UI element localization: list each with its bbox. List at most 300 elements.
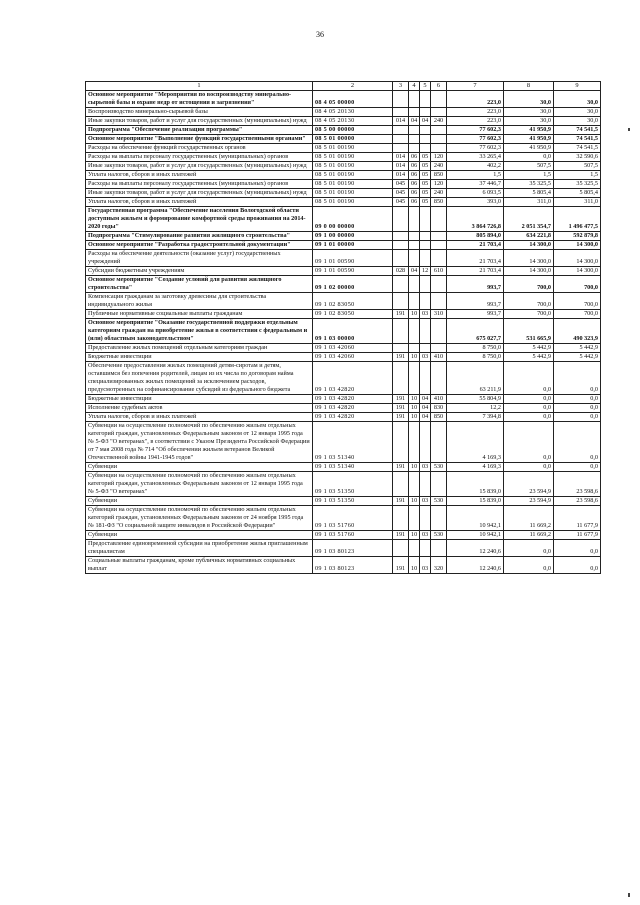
row-vr-cell: 240 [431, 189, 447, 198]
row-pr-cell [420, 422, 431, 463]
row-value-cell: 2 051 354,7 [504, 207, 554, 232]
row-vr-cell [431, 250, 447, 267]
row-code-cell: 09 1 03 51340 [313, 463, 393, 472]
row-pr-cell [420, 319, 431, 344]
row-rz-cell: 10 [409, 413, 420, 422]
row-value-cell: 14 300,0 [504, 241, 554, 250]
row-pr-cell: 03 [420, 463, 431, 472]
row-vr-cell: 240 [431, 117, 447, 126]
row-code-cell: 09 1 03 42060 [313, 344, 393, 353]
row-value-cell: 311,0 [504, 198, 554, 207]
table-row [86, 153, 601, 162]
row-pr-cell [420, 108, 431, 117]
row-code-cell: 08 5 01 00000 [313, 135, 393, 144]
row-code-cell: 09 1 01 00590 [313, 267, 393, 276]
row-code-cell: 08 5 01 00190 [313, 171, 393, 180]
row-pr-cell: 04 [420, 117, 431, 126]
row-pr-cell [420, 232, 431, 241]
row-code-cell: 09 1 02 83050 [313, 293, 393, 310]
row-value-cell: 55 804,9 [447, 395, 504, 404]
row-vr-cell [431, 506, 447, 531]
row-grbs-cell: 191 [393, 463, 409, 472]
table-row [86, 319, 601, 344]
row-name-cell: Бюджетные инвестиции [86, 353, 313, 362]
row-name-cell: Расходы на обеспечение функций государственных органов [86, 144, 313, 153]
row-grbs-cell [393, 232, 409, 241]
row-rz-cell [409, 422, 420, 463]
row-value-cell: 41 950,9 [504, 126, 554, 135]
row-value-cell: 14 300,0 [504, 250, 554, 267]
row-value-cell: 77 602,3 [447, 135, 504, 144]
row-value-cell: 0,0 [554, 557, 601, 574]
row-pr-cell [420, 293, 431, 310]
row-value-cell: 77 602,3 [447, 144, 504, 153]
row-grbs-cell [393, 422, 409, 463]
header-cell: 2 [313, 82, 393, 91]
row-vr-cell [431, 126, 447, 135]
table-row [86, 250, 601, 267]
row-pr-cell: 03 [420, 497, 431, 506]
row-value-cell: 507,5 [554, 162, 601, 171]
row-value-cell: 5 442,9 [504, 344, 554, 353]
row-grbs-cell: 191 [393, 413, 409, 422]
row-rz-cell [409, 108, 420, 117]
row-value-cell: 223,0 [447, 108, 504, 117]
row-name-cell: Расходы на выплаты персоналу государственных (муниципальных) органов [86, 153, 313, 162]
row-grbs-cell: 191 [393, 531, 409, 540]
row-value-cell: 0,0 [504, 413, 554, 422]
row-grbs-cell [393, 241, 409, 250]
row-value-cell: 35 325,5 [504, 180, 554, 189]
row-name-cell: Субвенции на осуществление полномочий по обеспечению жильем отдельных категорий граждан, установленных Федеральным законом от 12 января 1995 года № 5-ФЗ "О ветеранах", в соответствии с Указом Президента Российской Федерации от 7 мая 2008 года № 714 "Об обеспечении жильем ветеранов Великой Отечественной войны 1941-1945 годов" [86, 422, 313, 463]
row-value-cell: 35 325,5 [554, 180, 601, 189]
row-value-cell: 14 300,0 [554, 267, 601, 276]
row-value-cell: 402,2 [447, 162, 504, 171]
table-row [86, 353, 601, 362]
row-name-cell: Подпрограмма "Стимулирование развития жилищного строительства" [86, 232, 313, 241]
row-rz-cell [409, 540, 420, 557]
table-row [86, 171, 601, 180]
row-grbs-cell: 191 [393, 310, 409, 319]
row-grbs-cell [393, 540, 409, 557]
row-value-cell: 0,0 [504, 557, 554, 574]
row-code-cell: 09 1 03 42820 [313, 395, 393, 404]
row-value-cell: 14 300,0 [554, 241, 601, 250]
row-vr-cell: 410 [431, 395, 447, 404]
row-rz-cell: 06 [409, 162, 420, 171]
row-grbs-cell: 014 [393, 171, 409, 180]
row-vr-cell [431, 293, 447, 310]
row-rz-cell [409, 241, 420, 250]
row-vr-cell [431, 276, 447, 293]
row-value-cell: 311,0 [554, 198, 601, 207]
row-pr-cell: 03 [420, 557, 431, 574]
row-value-cell: 0,0 [554, 463, 601, 472]
row-grbs-cell: 028 [393, 267, 409, 276]
row-pr-cell [420, 91, 431, 108]
row-value-cell: 993,7 [447, 293, 504, 310]
row-value-cell: 700,0 [554, 310, 601, 319]
row-vr-cell [431, 91, 447, 108]
row-value-cell: 0,0 [554, 404, 601, 413]
row-code-cell: 08 5 01 00190 [313, 144, 393, 153]
row-rz-cell [409, 126, 420, 135]
row-pr-cell: 03 [420, 310, 431, 319]
row-grbs-cell: 045 [393, 180, 409, 189]
table-row [86, 198, 601, 207]
row-code-cell: 08 5 01 00190 [313, 198, 393, 207]
header-cell: 7 [447, 82, 504, 91]
row-value-cell: 805 894,0 [447, 232, 504, 241]
row-value-cell: 0,0 [504, 404, 554, 413]
row-value-cell: 33 265,4 [447, 153, 504, 162]
row-vr-cell [431, 232, 447, 241]
row-rz-cell [409, 207, 420, 232]
row-code-cell: 08 5 00 00000 [313, 126, 393, 135]
row-rz-cell [409, 91, 420, 108]
table-row [86, 344, 601, 353]
row-grbs-cell: 191 [393, 395, 409, 404]
row-value-cell: 30,0 [554, 117, 601, 126]
table-body [86, 91, 601, 574]
row-grbs-cell [393, 344, 409, 353]
row-pr-cell: 05 [420, 162, 431, 171]
row-name-cell: Предоставление жилых помещений отдельным категориям граждан [86, 344, 313, 353]
header-cell: 4 [409, 82, 420, 91]
row-pr-cell [420, 540, 431, 557]
row-code-cell: 09 1 01 00000 [313, 241, 393, 250]
row-rz-cell: 10 [409, 353, 420, 362]
row-value-cell: 0,0 [554, 395, 601, 404]
row-value-cell: 21 703,4 [447, 267, 504, 276]
row-value-cell: 1 496 477,5 [554, 207, 601, 232]
row-grbs-cell: 191 [393, 353, 409, 362]
row-code-cell: 09 1 03 51760 [313, 531, 393, 540]
row-name-cell: Субвенции на осуществление полномочий по обеспечению жильем отдельных категорий граждан, установленных Федеральным законом от 12 января 1995 года № 5-ФЗ "О ветеранах" [86, 472, 313, 497]
header-cell: 1 [86, 82, 313, 91]
row-value-cell: 3 864 726,8 [447, 207, 504, 232]
row-code-cell: 08 4 05 20130 [313, 117, 393, 126]
row-pr-cell [420, 144, 431, 153]
row-value-cell: 7 394,8 [447, 413, 504, 422]
row-rz-cell: 06 [409, 171, 420, 180]
row-name-cell: Расходы на обеспечение деятельности (оказание услуг) государственных учреждений [86, 250, 313, 267]
row-code-cell: 09 1 02 00000 [313, 276, 393, 293]
row-value-cell: 32 590,6 [554, 153, 601, 162]
row-grbs-cell [393, 144, 409, 153]
header-cell: 6 [431, 82, 447, 91]
row-pr-cell: 05 [420, 198, 431, 207]
row-grbs-cell [393, 506, 409, 531]
row-pr-cell: 05 [420, 171, 431, 180]
row-value-cell: 5 442,9 [554, 353, 601, 362]
row-vr-cell: 530 [431, 463, 447, 472]
row-code-cell: 09 1 03 42820 [313, 413, 393, 422]
row-grbs-cell [393, 362, 409, 395]
row-rz-cell: 10 [409, 395, 420, 404]
row-name-cell: Социальные выплаты гражданам, кроме публичных нормативных социальных выплат [86, 557, 313, 574]
row-pr-cell [420, 472, 431, 497]
row-rz-cell [409, 362, 420, 395]
scan-edge-mark [628, 893, 630, 897]
row-value-cell: 5 805,4 [504, 189, 554, 198]
row-value-cell: 15 839,0 [447, 472, 504, 497]
row-name-cell: Обеспечение предоставления жилых помещений детям-сиротам и детям, оставшимся без попечения родителей, лицам из их числа по договорам найма специализированных жилых помещений за исключением расходов, предусмотренных на софинансирование субсидий из федерального бюджета [86, 362, 313, 395]
table-row [86, 135, 601, 144]
row-pr-cell: 05 [420, 189, 431, 198]
row-code-cell: 09 1 03 51760 [313, 506, 393, 531]
row-rz-cell: 04 [409, 117, 420, 126]
row-pr-cell: 12 [420, 267, 431, 276]
header-row [86, 82, 601, 91]
row-pr-cell [420, 241, 431, 250]
row-value-cell: 37 446,7 [447, 180, 504, 189]
row-value-cell: 4 169,3 [447, 422, 504, 463]
row-rz-cell [409, 144, 420, 153]
row-name-cell: Субвенции [86, 463, 313, 472]
row-value-cell: 700,0 [504, 293, 554, 310]
row-grbs-cell: 014 [393, 153, 409, 162]
row-grbs-cell [393, 135, 409, 144]
row-value-cell: 30,0 [504, 108, 554, 117]
row-pr-cell: 03 [420, 531, 431, 540]
row-code-cell: 09 1 03 42820 [313, 362, 393, 395]
table-row [86, 463, 601, 472]
row-grbs-cell [393, 126, 409, 135]
row-grbs-cell [393, 91, 409, 108]
row-pr-cell [420, 276, 431, 293]
row-value-cell: 11 677,9 [554, 506, 601, 531]
row-pr-cell [420, 362, 431, 395]
row-value-cell: 531 665,9 [504, 319, 554, 344]
row-value-cell: 634 221,8 [504, 232, 554, 241]
row-vr-cell: 850 [431, 171, 447, 180]
row-rz-cell [409, 276, 420, 293]
row-name-cell: Расходы на выплаты персоналу государственных (муниципальных) органов [86, 180, 313, 189]
row-value-cell: 23 594,9 [504, 497, 554, 506]
row-value-cell: 63 211,9 [447, 362, 504, 395]
table-row [86, 413, 601, 422]
row-code-cell: 08 5 01 00190 [313, 180, 393, 189]
row-value-cell: 0,0 [504, 540, 554, 557]
row-name-cell: Уплата налогов, сборов и иных платежей [86, 413, 313, 422]
row-value-cell: 0,0 [554, 422, 601, 463]
row-vr-cell [431, 135, 447, 144]
row-name-cell: Основное мероприятие "Разработка градостроительной документации" [86, 241, 313, 250]
row-code-cell: 09 1 03 80123 [313, 557, 393, 574]
page-number: 36 [316, 30, 324, 39]
row-value-cell: 0,0 [554, 362, 601, 395]
table-row [86, 472, 601, 497]
row-value-cell: 1,5 [554, 171, 601, 180]
row-value-cell: 30,0 [504, 91, 554, 108]
row-grbs-cell: 191 [393, 557, 409, 574]
row-value-cell: 41 950,9 [504, 135, 554, 144]
row-code-cell: 09 1 01 00590 [313, 250, 393, 267]
row-value-cell: 23 598,6 [554, 497, 601, 506]
row-grbs-cell [393, 108, 409, 117]
row-value-cell: 490 323,9 [554, 319, 601, 344]
row-vr-cell [431, 422, 447, 463]
row-value-cell: 4 169,3 [447, 463, 504, 472]
row-grbs-cell: 045 [393, 198, 409, 207]
row-value-cell: 700,0 [554, 276, 601, 293]
row-name-cell: Воспроизводство минерально-сырьевой базы [86, 108, 313, 117]
row-value-cell: 0,0 [504, 395, 554, 404]
row-value-cell: 1,5 [504, 171, 554, 180]
row-vr-cell [431, 144, 447, 153]
row-code-cell: 08 5 01 00190 [313, 189, 393, 198]
row-name-cell: Субвенции [86, 497, 313, 506]
row-grbs-cell: 191 [393, 497, 409, 506]
row-vr-cell: 610 [431, 267, 447, 276]
row-value-cell: 74 541,5 [554, 126, 601, 135]
row-rz-cell [409, 344, 420, 353]
row-grbs-cell: 191 [393, 404, 409, 413]
row-rz-cell: 10 [409, 404, 420, 413]
row-code-cell: 08 4 05 00000 [313, 91, 393, 108]
row-code-cell: 09 1 03 42820 [313, 404, 393, 413]
row-grbs-cell [393, 293, 409, 310]
row-vr-cell [431, 207, 447, 232]
row-vr-cell: 240 [431, 162, 447, 171]
row-code-cell: 08 4 05 20130 [313, 108, 393, 117]
row-code-cell: 09 1 00 00000 [313, 232, 393, 241]
row-vr-cell: 310 [431, 310, 447, 319]
table-row [86, 531, 601, 540]
row-value-cell: 10 942,1 [447, 531, 504, 540]
row-pr-cell [420, 344, 431, 353]
row-value-cell: 8 750,0 [447, 344, 504, 353]
row-vr-cell: 530 [431, 531, 447, 540]
table-row [86, 144, 601, 153]
row-value-cell: 5 805,4 [554, 189, 601, 198]
row-value-cell: 700,0 [504, 310, 554, 319]
row-name-cell: Иные закупки товаров, работ и услуг для государственных (муниципальных) нужд [86, 117, 313, 126]
row-value-cell: 993,7 [447, 310, 504, 319]
table-row [86, 126, 601, 135]
row-name-cell: Компенсация гражданам за заготовку древесины для строительства индивидуального жилья [86, 293, 313, 310]
row-rz-cell [409, 506, 420, 531]
table-row [86, 540, 601, 557]
table-row [86, 557, 601, 574]
row-value-cell: 0,0 [554, 540, 601, 557]
row-value-cell: 21 703,4 [447, 250, 504, 267]
row-rz-cell: 10 [409, 531, 420, 540]
table-row [86, 497, 601, 506]
row-value-cell: 11 669,2 [504, 531, 554, 540]
row-rz-cell: 06 [409, 189, 420, 198]
row-code-cell: 09 1 03 00000 [313, 319, 393, 344]
row-vr-cell: 410 [431, 353, 447, 362]
row-value-cell: 74 541,5 [554, 135, 601, 144]
row-pr-cell [420, 135, 431, 144]
row-value-cell: 700,0 [504, 276, 554, 293]
row-rz-cell [409, 232, 420, 241]
row-vr-cell [431, 472, 447, 497]
row-vr-cell [431, 108, 447, 117]
row-name-cell: Публичные нормативные социальные выплаты гражданам [86, 310, 313, 319]
row-name-cell: Предоставление единовременной субсидии на приобретение жилья приглашенным специалистам [86, 540, 313, 557]
table-row [86, 422, 601, 463]
row-value-cell: 0,0 [504, 362, 554, 395]
table-row [86, 404, 601, 413]
row-pr-cell: 05 [420, 153, 431, 162]
row-rz-cell [409, 135, 420, 144]
table-row [86, 241, 601, 250]
table-row [86, 162, 601, 171]
row-code-cell: 08 5 01 00190 [313, 162, 393, 171]
row-name-cell: Субсидии бюджетным учреждениям [86, 267, 313, 276]
table-row [86, 362, 601, 395]
row-grbs-cell: 014 [393, 117, 409, 126]
row-name-cell: Уплата налогов, сборов и иных платежей [86, 198, 313, 207]
row-code-cell: 08 5 01 00190 [313, 153, 393, 162]
row-vr-cell [431, 241, 447, 250]
row-vr-cell: 120 [431, 180, 447, 189]
row-vr-cell: 850 [431, 413, 447, 422]
table-row [86, 276, 601, 293]
row-value-cell: 12 240,6 [447, 557, 504, 574]
row-value-cell: 23 598,6 [554, 472, 601, 497]
row-value-cell: 592 879,8 [554, 232, 601, 241]
row-value-cell: 675 027,7 [447, 319, 504, 344]
row-rz-cell: 10 [409, 497, 420, 506]
row-value-cell: 5 442,9 [554, 344, 601, 353]
row-value-cell: 30,0 [554, 108, 601, 117]
table-row [86, 310, 601, 319]
row-value-cell: 11 677,9 [554, 531, 601, 540]
row-value-cell: 30,0 [554, 91, 601, 108]
table-row [86, 207, 601, 232]
row-value-cell: 10 942,1 [447, 506, 504, 531]
row-name-cell: Подпрограмма "Обеспечение реализации программы" [86, 126, 313, 135]
row-value-cell: 15 839,0 [447, 497, 504, 506]
row-code-cell: 09 1 03 51350 [313, 497, 393, 506]
row-rz-cell: 06 [409, 198, 420, 207]
row-value-cell: 223,0 [447, 117, 504, 126]
row-value-cell: 41 950,9 [504, 144, 554, 153]
row-code-cell: 09 1 03 51340 [313, 422, 393, 463]
row-value-cell: 507,5 [504, 162, 554, 171]
row-vr-cell [431, 344, 447, 353]
table-row [86, 189, 601, 198]
row-grbs-cell [393, 207, 409, 232]
row-name-cell: Основное мероприятие "Выполнение функций государственными органами" [86, 135, 313, 144]
row-value-cell: 11 669,2 [504, 506, 554, 531]
table-row [86, 180, 601, 189]
row-code-cell: 09 1 02 83050 [313, 310, 393, 319]
row-name-cell: Иные закупки товаров, работ и услуг для государственных (муниципальных) нужд [86, 162, 313, 171]
row-pr-cell [420, 250, 431, 267]
row-grbs-cell [393, 319, 409, 344]
row-name-cell: Субвенции [86, 531, 313, 540]
row-grbs-cell [393, 276, 409, 293]
table-row [86, 267, 601, 276]
row-value-cell: 12 240,6 [447, 540, 504, 557]
row-vr-cell: 120 [431, 153, 447, 162]
row-pr-cell: 04 [420, 395, 431, 404]
row-vr-cell [431, 540, 447, 557]
row-value-cell: 74 541,5 [554, 144, 601, 153]
row-vr-cell [431, 362, 447, 395]
header-cell: 3 [393, 82, 409, 91]
row-grbs-cell [393, 250, 409, 267]
row-pr-cell: 05 [420, 180, 431, 189]
row-code-cell: 09 1 03 42060 [313, 353, 393, 362]
row-value-cell: 1,5 [447, 171, 504, 180]
row-value-cell: 393,0 [447, 198, 504, 207]
